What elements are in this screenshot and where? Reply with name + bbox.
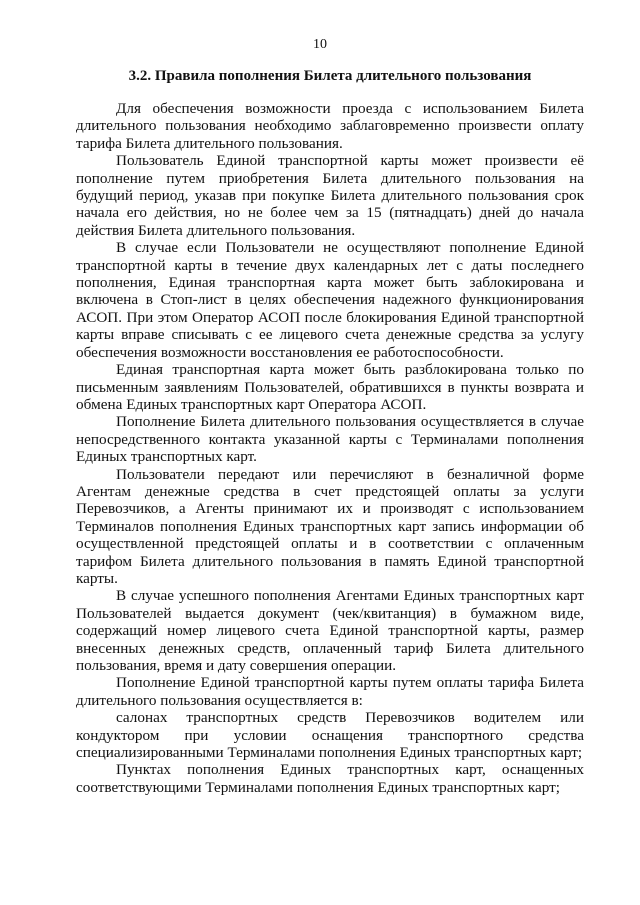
- paragraph: Пользователи передают или перечисляют в безналичной форме Агентам денежные средства в счет предстоящей оплаты за услуги Перевозчиков, а Агенты принимают их и производят с использованием Терминалов пополнения Единых транспортных карт запись информации об осуществленной предстоящей оплаты и в соответствии с оплаченным тарифом Билета длительного пользования в память Единой транспортной карты.: [76, 465, 584, 587]
- paragraph: Единая транспортная карта может быть разблокирована только по письменным заявлениям Пользователей, обратившихся в пункты возврата и обмена Единых транспортных карт Оператора АСОП.: [76, 361, 584, 413]
- paragraph: Пополнение Единой транспортной карты путем оплаты тарифа Билета длительного пользования осуществляется в:: [76, 674, 584, 709]
- paragraph: Пользователь Единой транспортной карты может произвести её пополнение путем приобретения Билета длительного пользования на будущий период, указав при покупке Билета длительного пользования срок начала его действия, но не более чем за 15 (пятнадцать) дней до начала действия Билета длительного пользования.: [76, 152, 584, 239]
- paragraph: В случае если Пользователи не осуществляют пополнение Единой транспортной карты в течение двух календарных лет с даты последнего пополнения, Единая транспортная карта может быть заблокирована и включена в Стоп-лист в целях обеспечения надежного функционирования АСОП. При этом Оператор АСОП после блокирования Единой транспортной карты вправе списывать с ее лицевого счета денежные средства за услугу обеспечения возможности восстановления ее работоспособности.: [76, 239, 584, 361]
- paragraph: Пополнение Билета длительного пользования осуществляется в случае непосредственного контакта указанной карты с Терминалами пополнения Единых транспортных карт.: [76, 413, 584, 466]
- page-number: 10: [313, 37, 327, 52]
- section-title: 3.2. Правила пополнения Билета длительного пользования: [128, 68, 532, 84]
- paragraph: В случае успешного пополнения Агентами Единых транспортных карт Пользователей выдается документ (чек/квитанция) в бумажном виде, содержащий номер лицевого счета Единой транспортной карты, размер внесенных денежных средств, оплаченный тариф Билета длительного пользования, время и дату совершения операции.: [76, 587, 584, 674]
- body-text: [76, 100, 584, 796]
- list-item: Пунктах пополнения Единых транспортных карт, оснащенных соответствующими Терминалами пополнения Единых транспортных карт;: [76, 761, 584, 796]
- list-item: салонах транспортных средств Перевозчиков водителем или кондуктором при условии оснащения транспортного средства специализированными Терминалами пополнения Единых транспортных карт;: [76, 709, 584, 762]
- paragraph: Для обеспечения возможности проезда с использованием Билета длительного пользования необходимо заблаговременно произвести оплату тарифа Билета длительного пользования.: [76, 100, 584, 152]
